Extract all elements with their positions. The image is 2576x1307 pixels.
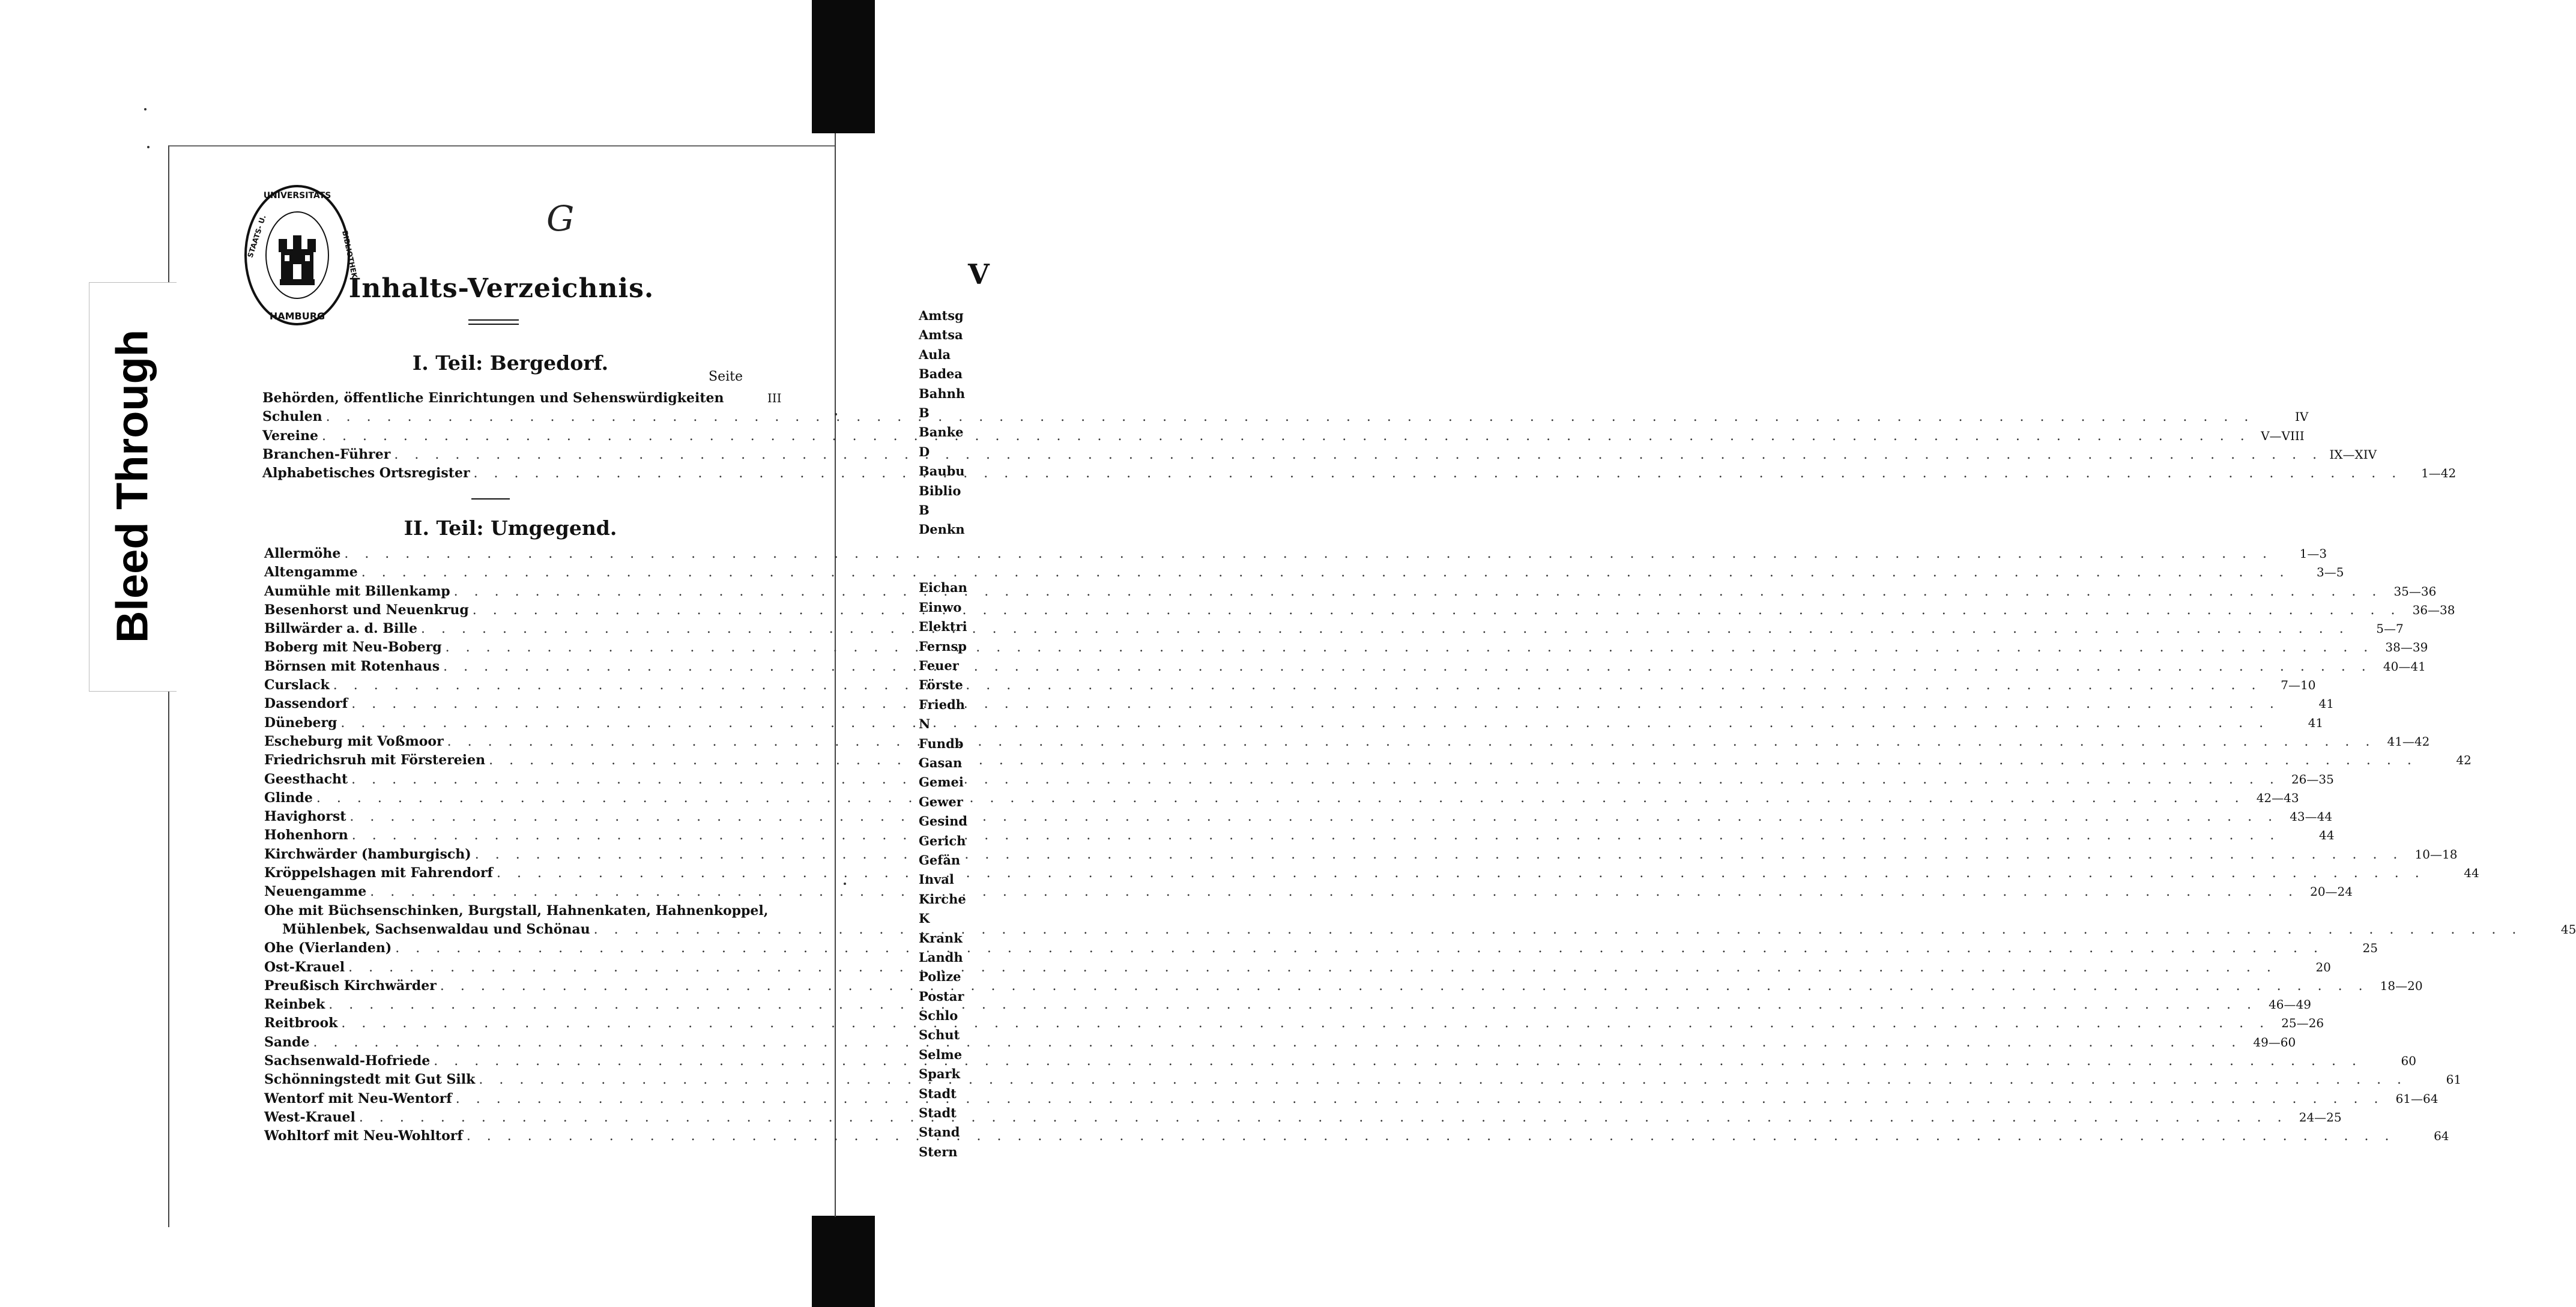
toc-entry-page: 44 [2464,866,2479,881]
toc-entry-name: Wohltorf mit Neu-Wohltorf [264,1128,463,1144]
leader-dots [328,995,2257,1014]
toc-entry-name: Sachsenwald-Hofriede [264,1053,431,1069]
leader-dots [370,883,2299,901]
toc-entry-name: Neuengamme [264,884,367,900]
leader-dots [456,1090,2384,1108]
facing-page-line: B [919,405,930,420]
toc-entry-page: 18—20 [2380,978,2423,993]
toc-entry-name: Billwärder a. d. Bille [264,621,418,637]
toc-entry-page: 26—35 [2291,771,2334,786]
toc-entry-name: West-Krauel [264,1109,355,1125]
facing-page-line: Stern [919,1144,958,1159]
toc-entry [262,445,2377,464]
toc-entry-page: 25 [2362,941,2378,956]
toc-entry-page: 60 [2401,1054,2416,1069]
facing-page-line [919,559,967,578]
facing-page-line: Denkn [919,522,965,537]
toc-entry-page: 40—41 [2383,659,2426,674]
facing-page-line: Stand [919,1124,960,1140]
facing-page-line: D [919,444,930,459]
toc-entry [264,714,2324,732]
svg-text:STAATS- U.: STAATS- U. [246,214,268,259]
toc-entry-page: V—VIII [2261,428,2305,443]
toc-entry-page: 41 [2308,715,2324,730]
facing-page-line: K [919,911,930,926]
facing-page-line: Förste [919,677,963,693]
facing-page-fragments [919,306,967,1162]
toc-entry-page: 5—7 [2376,621,2404,636]
facing-page-line: Feuer [919,658,959,674]
toc-entry-name: Ost-Krauel [264,959,345,975]
toc-entry-page: 38—39 [2385,640,2428,655]
toc-entry-name: Mühlenbek, Sachsenwaldau und Schönau [282,921,590,937]
leader-dots [359,1108,2288,1127]
leader-dots [340,714,2269,732]
leader-dots [344,545,2273,563]
leader-dots [421,620,2350,638]
toc-entry-name: Schulen [262,409,322,425]
toc-entry-name: Allermöhe [264,546,341,561]
facing-page-line: Krank [919,930,963,946]
toc-entry-page: 43—44 [2290,809,2333,824]
toc-entry-page: IX—XIV [2329,447,2377,462]
toc-entry [262,389,782,408]
facing-page-line: Stadt [919,1085,957,1101]
toc-entry-page: 41—42 [2387,734,2430,749]
leader-dots [351,695,2280,713]
facing-page-line: Aula [919,346,951,362]
facing-page-line: Biblio [919,483,961,498]
toc-entry-name: Düneberg [264,714,337,731]
toc-entry-page: 25—26 [2281,1016,2324,1031]
toc-entry-name: Ohe mit Büchsenschinken, Burgstall, Hahnenkaten, Hahnenkoppel, [264,902,769,919]
facing-page-line: Gewer [919,794,963,809]
facing-page-line: Elektri [919,619,967,635]
toc-entry-page: 42—43 [2256,790,2299,805]
title-rule [468,319,519,325]
toc-entry-page: III [767,391,782,405]
toc-entry-page: 46—49 [2269,997,2311,1012]
toc-entry-name: Altengamme [264,564,358,581]
page-title: Inhalts-Verzeichnis. [348,273,655,304]
leader-dots [473,601,2401,620]
facing-page-line: Kirche [919,891,966,907]
facing-page-line: Baubu [919,463,965,479]
toc-entry-name: Kirchwärder (hamburgisch) [264,846,471,862]
facing-page-line: Gasan [919,755,963,770]
svg-text:HAMBURG: HAMBURG [269,310,325,322]
leader-dots [361,563,2290,582]
toc-entry-name: Behörden, öffentliche Einrichtungen und Sehenswürdigkeiten [262,390,724,406]
facing-page-line: Inval [919,872,954,887]
facing-page-line: Schlo [919,1008,958,1024]
toc-entry-page: 61 [2446,1072,2462,1087]
toc-entry-page: 24—25 [2299,1109,2342,1124]
leader-dots [395,939,2324,958]
leader-dots [497,864,2425,883]
facing-page-line: Gefän [919,852,961,868]
facing-page-line: Selme [919,1046,963,1062]
toc-entry-page: IV [2295,409,2309,424]
facing-page-line: Fernsp [919,638,967,654]
toc-entry-name: Sande [264,1034,310,1050]
facing-page-line: Friedh [919,696,965,712]
leader-dots [434,1052,2362,1070]
leader-dots [316,789,2245,807]
scan-speck [147,146,150,148]
toc-entry-name: Börnsen mit Rotenhaus [264,658,440,674]
toc-entry-name: Friedrichsruh mit Förstereien [264,752,486,768]
leader-dots [440,977,2369,995]
scan-speck [144,108,147,110]
facing-page-line: Landh [919,949,963,965]
toc-entry-page: 49—60 [2253,1034,2296,1049]
leader-dots [467,1127,2395,1146]
toc-entry-page: 1—42 [2421,466,2457,481]
scan-black-bar-top [812,0,875,133]
toc-entry-page: 1—3 [2299,546,2327,561]
facing-page-line: Stadt [919,1105,957,1121]
toc-entry-name: Reinbek [264,997,325,1013]
toc-entry-name: Wentorf mit Neu-Wentorf [264,1090,452,1106]
toc-entry [264,545,2327,563]
toc-entry-name: Havighorst [264,809,346,825]
toc-entry-name: Preußisch Kirchwärder [264,977,437,994]
toc-entry-page: 44 [2318,828,2335,843]
toc-entry-name: Vereine [262,427,318,444]
facing-page-line: Polize [919,969,961,985]
toc-entry-page: 36—38 [2412,602,2455,617]
toc-entry-name: Curslack [264,677,330,693]
facing-page-line: Amtsa [919,327,963,343]
facing-page-line: Einwo [919,599,962,615]
facing-page-line: Banke [919,424,964,440]
facing-page-line: Bahnh [919,385,966,401]
toc-entry-name: Kröppelshagen mit Fahrendorf [264,865,493,881]
facing-page-line: B [919,502,930,518]
facing-page-heading-fragment: V [968,258,990,291]
toc-entry-name: Ohe (Vierlanden) [264,940,392,956]
toc-entry-name: Dassendorf [264,696,348,712]
leader-dots [475,845,2404,864]
leader-dots [352,826,2281,845]
toc-entry-name: Geesthacht [264,771,348,787]
toc-entry-page: 41 [2318,696,2334,711]
facing-page-line: Gerich [919,833,966,848]
facing-page-line: Eichan [919,580,967,596]
facing-page-line: N [919,716,931,732]
leader-dots [394,445,2323,464]
toc-entry-name: Hohenhorn [264,827,348,844]
svg-text:BIBLIOTHEK: BIBLIOTHEK [340,229,359,279]
facing-page-line [919,540,967,559]
leader-dots [447,732,2376,751]
library-stamp [240,180,359,330]
part1-heading: I. Teil: Bergedorf. [412,351,609,375]
toc-entry-page: 20—24 [2310,884,2353,899]
toc-entry-page: 20 [2315,959,2331,974]
toc-entry-page: 7—10 [2281,678,2316,693]
pencil-mark: G [546,198,575,239]
toc-entry [264,563,2344,582]
scan-black-bar-bottom [812,1216,875,1307]
facing-page-line: Gemei [919,774,964,790]
leader-dots [446,638,2374,657]
toc-entry [262,408,2309,426]
part2-heading: II. Teil: Umgegend. [404,516,617,540]
bleed-through-label: Bleed Through [107,329,157,644]
toc-entry-name: Escheburg mit Voßmoor [264,733,444,749]
toc-entry [264,902,769,920]
svg-text:UNIVERSITÄTS: UNIVERSITÄTS [263,191,331,201]
toc-entry-page: 45 [2560,922,2576,937]
facing-page-line: Schut [919,1027,960,1043]
leader-dots [349,807,2278,826]
facing-page-line: Amtsg [919,308,964,323]
toc-entry-page: 64 [2434,1129,2449,1144]
toc-entry-name: Reitbrook [264,1015,338,1031]
leader-dots [351,770,2280,789]
facing-page-line: Postar [919,988,964,1004]
toc-entry-page: 61—64 [2395,1091,2438,1106]
leader-dots [333,676,2262,695]
toc-entry-name: Besenhorst und Neuenkrug [264,602,469,618]
facing-page-line: Gesind [919,813,968,829]
toc-entry-name: Glinde [264,789,313,806]
leader-dots [322,427,2251,445]
toc-entry-name: Alphabetisches Ortsregister [262,465,470,481]
facing-page-line: Spark [919,1066,961,1082]
toc-entry-name: Branchen-Führer [262,446,391,462]
leader-dots [341,1014,2270,1033]
toc-entry-name: Boberg mit Neu-Boberg [264,639,442,656]
seite-label: Seite [709,369,743,384]
leader-dots [479,1070,2407,1089]
part-divider [471,498,510,500]
leader-dots [348,958,2277,977]
leader-dots [454,582,2383,601]
facing-page-line: Badea [919,366,963,382]
toc-entry-name: Schönningstedt mit Gut Silk [264,1072,476,1088]
leader-dots [489,751,2417,770]
toc-entry-page: 35—36 [2393,584,2437,599]
leader-dots [313,1033,2242,1052]
toc-entry-page: 3—5 [2317,565,2344,580]
facing-page-line: Fundb [919,735,964,751]
leader-dots [594,920,2523,939]
leader-dots [443,657,2372,676]
toc-entry-page: 10—18 [2414,847,2458,862]
toc-entry-name: Aumühle mit Billenkamp [264,583,450,599]
leader-dots [326,408,2255,426]
leader-dots [474,464,2402,483]
toc-entry-page: 42 [2456,753,2472,768]
